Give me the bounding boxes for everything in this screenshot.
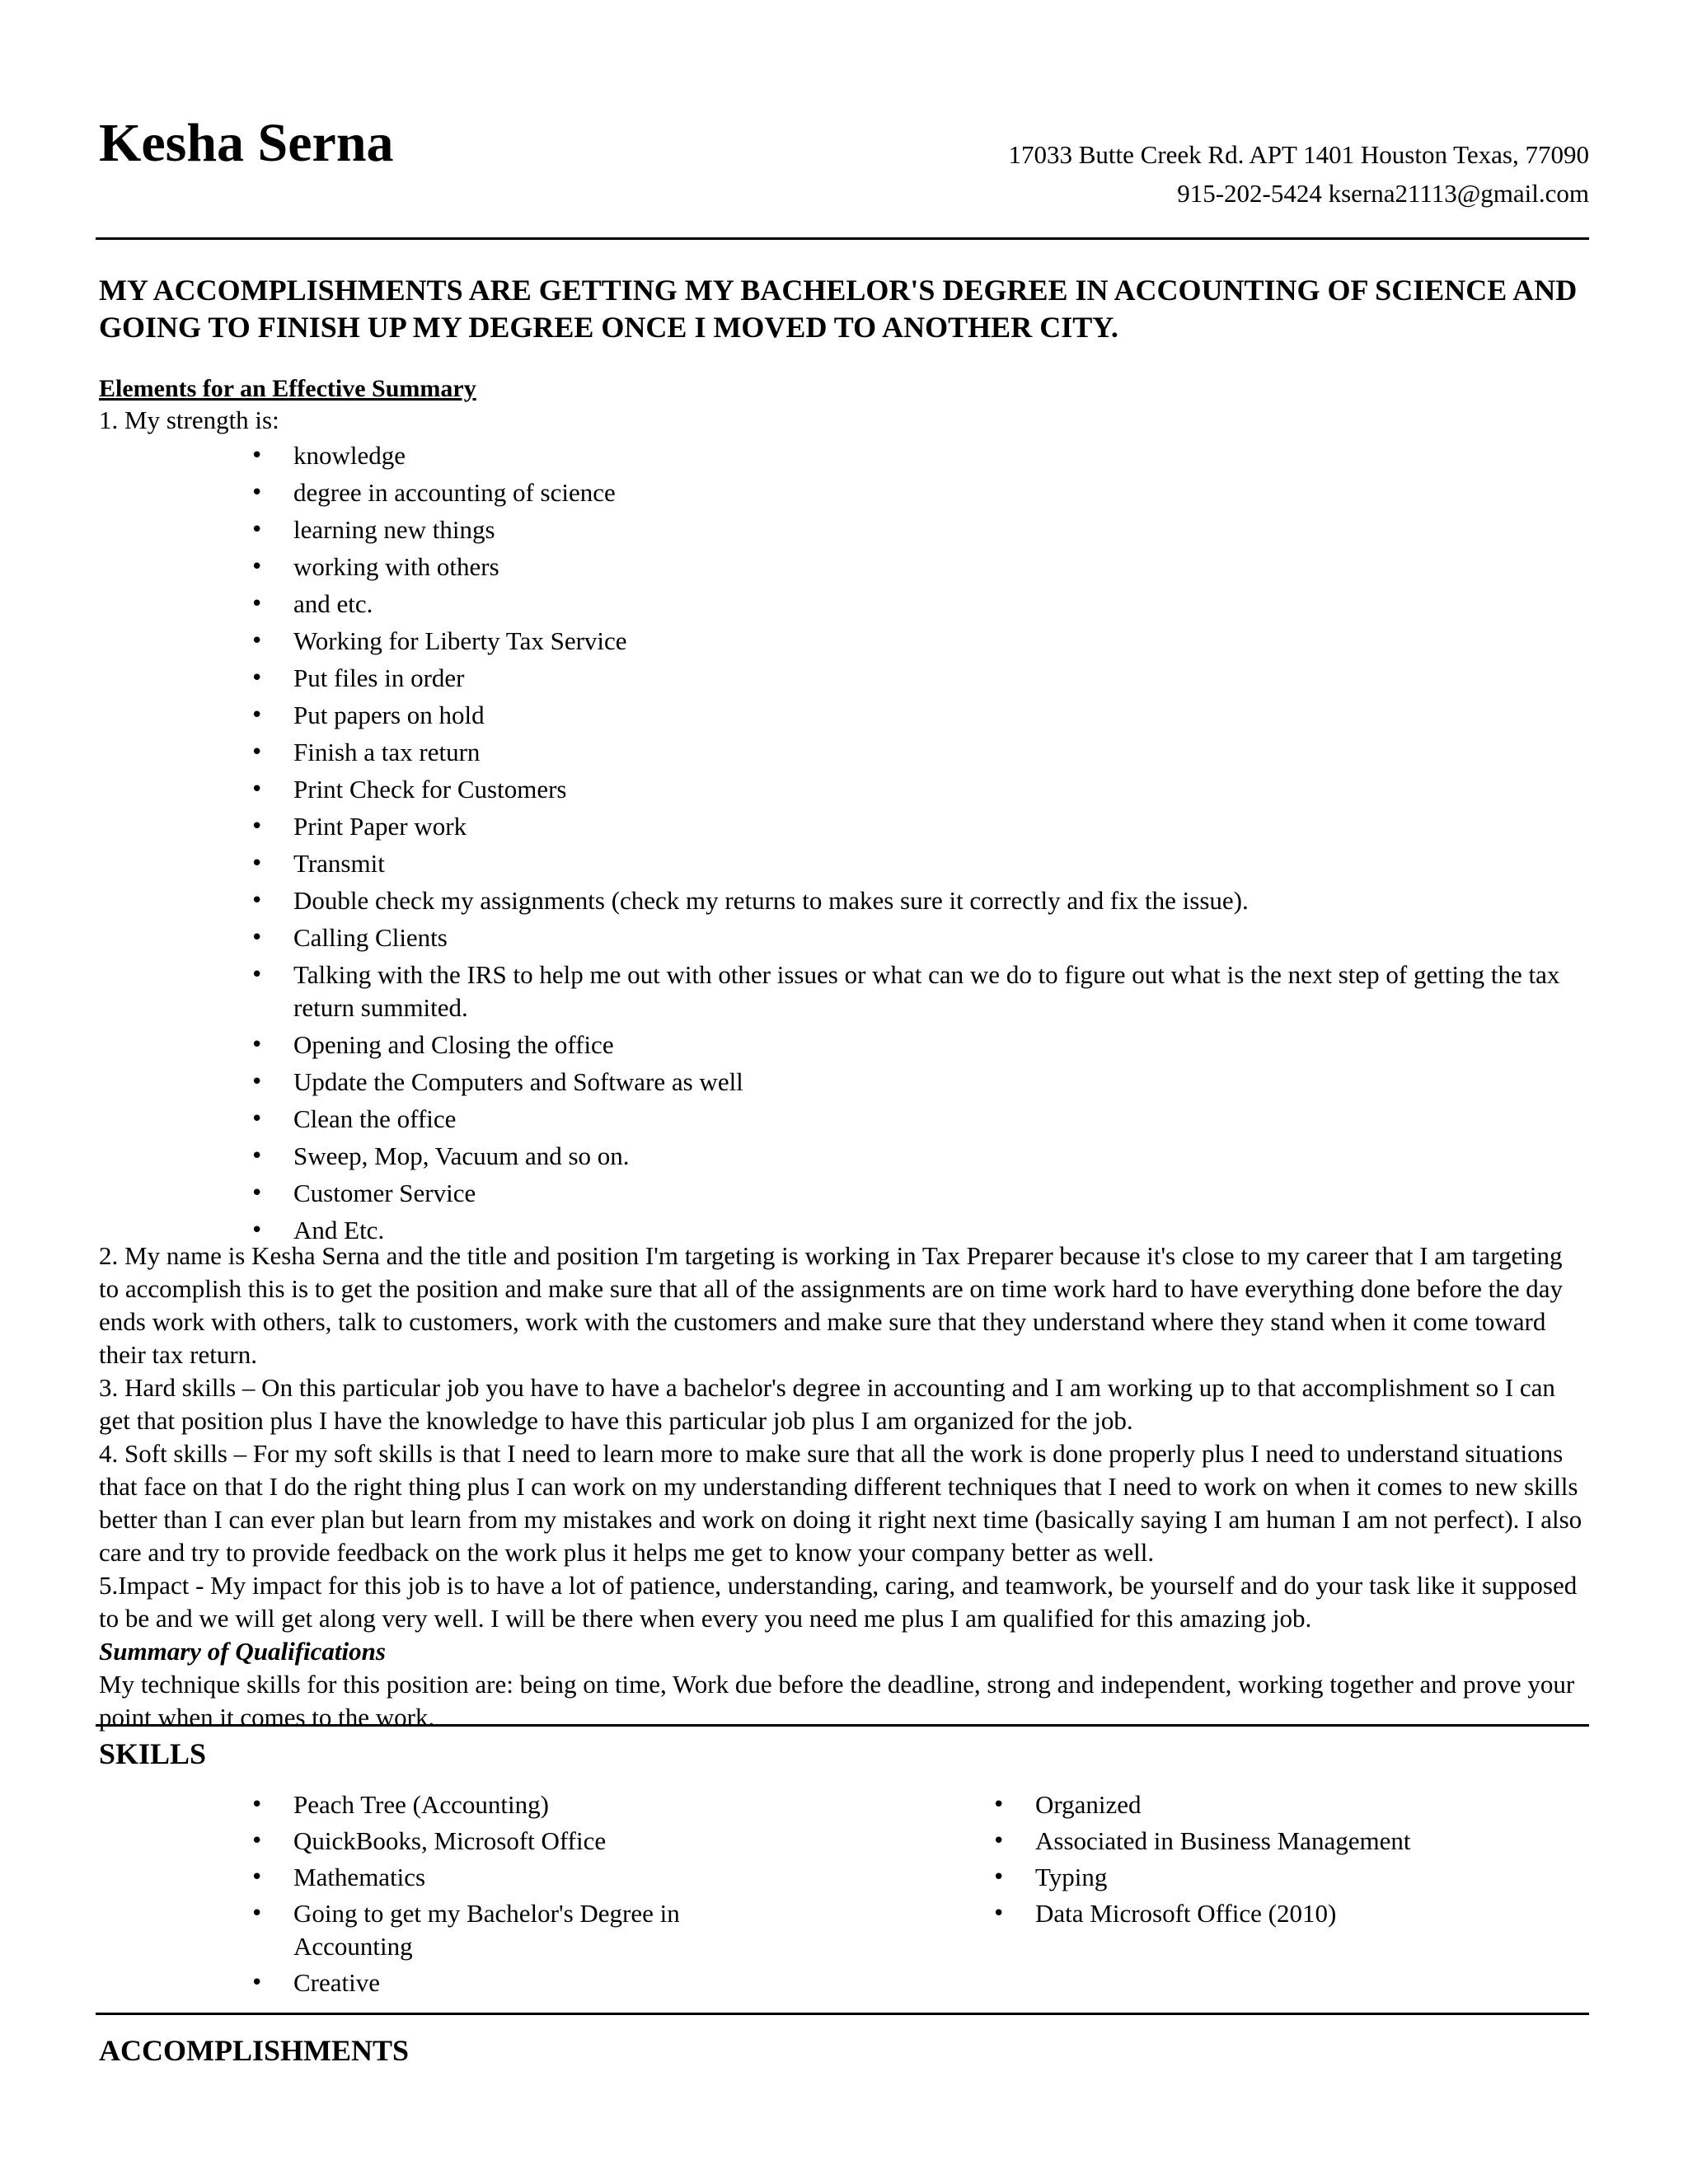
strength-item [247,736,1582,769]
bullet-icon: • [251,1971,264,1995]
bullet-icon: • [251,1218,264,1243]
strength-text: Finish a tax return [293,738,481,766]
skills-list-right [989,1788,1566,1933]
strength-item [247,476,1582,509]
bullet-icon: • [251,629,264,654]
skill-text: Data Microsoft Office (2010) [1035,1899,1337,1928]
bullet-icon: • [251,1793,264,1817]
bullet-icon: • [251,777,264,802]
strength-item [247,773,1582,806]
bullet-icon: • [251,926,264,950]
skills-divider [96,1724,1589,1727]
bullet-icon: • [251,1107,264,1132]
strength-item [247,958,1582,1024]
accomplishments-divider [96,2013,1589,2015]
skill-text: QuickBooks, Microsoft Office [293,1826,607,1855]
skill-item [247,1966,742,1999]
strength-text: Working for Liberty Tax Service [293,626,627,655]
bullet-icon: • [251,480,264,505]
bullet-icon: • [251,1829,264,1854]
skill-item [989,1861,1566,1894]
strength-item [247,1029,1582,1062]
paragraph-target-position: 2. My name is Kesha Serna and the title and position I'm targeting is working in Tax Preparer because it's close to my career that I am targeting to accomplish this is to get the position and make sure that all of the assignments are on time work hard to have everything done before the day ends work with others, talk to customers, work with the customers and make sure that they understand where they stand when it come toward their tax return. [99,1241,1564,1369]
strength-text: working with others [293,552,499,581]
bullet-icon: • [251,1033,264,1057]
skill-item [989,1788,1566,1821]
skill-text: Peach Tree (Accounting) [293,1790,549,1819]
strength-item [247,1177,1582,1210]
skill-text: Typing [1035,1863,1108,1891]
strength-item [247,921,1582,954]
strength-text: Print Paper work [293,812,467,841]
bullet-icon: • [251,740,264,765]
bullet-icon: • [251,851,264,876]
strength-item [247,884,1582,917]
bullet-icon: • [251,963,264,987]
skills-list-left [247,1788,742,2003]
strength-text: Update the Computers and Software as well [293,1067,743,1096]
strength-text: And Etc. [293,1216,385,1244]
bullet-icon: • [251,703,264,728]
bullet-icon: • [251,592,264,616]
bullet-icon: • [992,1793,1006,1817]
strength-text: Opening and Closing the office [293,1030,614,1059]
skill-text: Creative [293,1968,381,1997]
bullet-icon: • [251,443,264,468]
summary-paragraphs [99,1240,1582,1734]
bullet-icon: • [251,1181,264,1206]
strength-text: and etc. [293,589,373,618]
strength-list [247,439,1582,1251]
strength-item [247,625,1582,658]
strength-text: Transmit [293,849,385,878]
applicant-name: Kesha Serna [99,113,394,173]
accomplishment-headline: MY ACCOMPLISHMENTS ARE GETTING MY BACHELOR'S DEGREE IN ACCOUNTING OF SCIENCE AND GOING TO FINISH UP MY DEGREE ONCE I MOVED TO ANOTHER CITY. [99,274,1578,344]
skill-item [989,1825,1566,1858]
strength-text: Sweep, Mop, Vacuum and so on. [293,1141,630,1170]
skill-text: Associated in Business Management [1035,1826,1411,1855]
bullet-icon: • [251,518,264,542]
bullet-icon: • [251,1144,264,1169]
bullet-icon: • [251,1865,264,1890]
skill-text: Organized [1035,1790,1142,1819]
skill-text: Mathematics [293,1863,426,1891]
bullet-icon: • [251,814,264,839]
skill-item [989,1897,1566,1930]
bullet-icon: • [992,1829,1006,1854]
strength-text: knowledge [293,441,406,470]
accomplishments-title: ACCOMPLISHMENTS [99,2034,410,2067]
strength-text: degree in accounting of science [293,478,616,507]
strength-text: Customer Service [293,1179,476,1207]
header-divider [96,237,1589,240]
strength-item [247,847,1582,880]
skill-item [247,1788,742,1821]
strength-item [247,1066,1582,1099]
strength-text: Put files in order [293,663,465,692]
strength-text: Put papers on hold [293,701,485,729]
strength-intro: 1. My strength is: [99,405,279,434]
strength-item [247,439,1582,472]
strength-item [247,1103,1582,1136]
strength-item [247,551,1582,583]
skill-item [247,1861,742,1894]
paragraph-hard-skills: 3. Hard skills – On this particular job you have to have a bachelor's degree in accounting and I am working up to that accomplishment so I can get that position plus I have the knowledge to have this particular job plus I am organized for the job. [99,1373,1555,1435]
strength-text: Print Check for Customers [293,775,567,804]
qualifications-heading: Summary of Qualifications [99,1637,386,1666]
bullet-icon: • [251,888,264,913]
strength-item [247,588,1582,621]
phone-email-line: 915-202-5424 kserna21113@gmail.com [1177,179,1589,208]
skills-title: SKILLS [99,1737,207,1770]
bullet-icon: • [251,666,264,691]
bullet-icon: • [992,1865,1006,1890]
summary-heading: Elements for an Effective Summary [99,375,476,402]
address-line: 17033 Butte Creek Rd. APT 1401 Houston Texas, 77090 [1008,140,1589,169]
strength-item [247,513,1582,546]
skill-item [247,1897,742,1963]
bullet-icon: • [992,1901,1006,1926]
strength-text: Calling Clients [293,923,448,952]
paragraph-impact: 5.Impact - My impact for this job is to have a lot of patience, understanding, caring, and teamwork, be yourself and do your task like it supposed to be and we will get along very well. I will be there when every you need me plus I am qualified for this amazing job. [99,1571,1578,1633]
contact-block [1008,135,1589,213]
strength-text: learning new things [293,515,495,544]
strength-item [247,662,1582,695]
strength-text: Talking with the IRS to help me out with other issues or what can we do to figure out what is the next step of getting the tax return summited. [293,960,1560,1022]
skill-item [247,1825,742,1858]
strength-item [247,810,1582,843]
skill-text: Going to get my Bachelor's Degree in Accounting [293,1899,680,1961]
strength-text: Clean the office [293,1104,457,1133]
strength-item [247,699,1582,732]
bullet-icon: • [251,1901,264,1926]
strength-text: Double check my assignments (check my returns to makes sure it correctly and fix the issue). [293,886,1249,915]
bullet-icon: • [251,555,264,579]
strength-item [247,1140,1582,1173]
paragraph-soft-skills: 4. Soft skills – For my soft skills is that I need to learn more to make sure that all the work is done properly plus I need to understand situations that face on that I do the right thing plus I can work on my understanding different techniques that I need to work on when it comes to new skills better than I can ever plan but learn from my mistakes and work on doing it right next time (basically saying I am human I am not perfect). I also care and try to provide feedback on the work plus it helps me get to know your company better as well. [99,1439,1582,1567]
qualifications-text: My technique skills for this position are: being on time, Work due before the deadline, strong and independent, working together and prove your point when it comes to the work. [99,1670,1575,1732]
bullet-icon: • [251,1070,264,1094]
